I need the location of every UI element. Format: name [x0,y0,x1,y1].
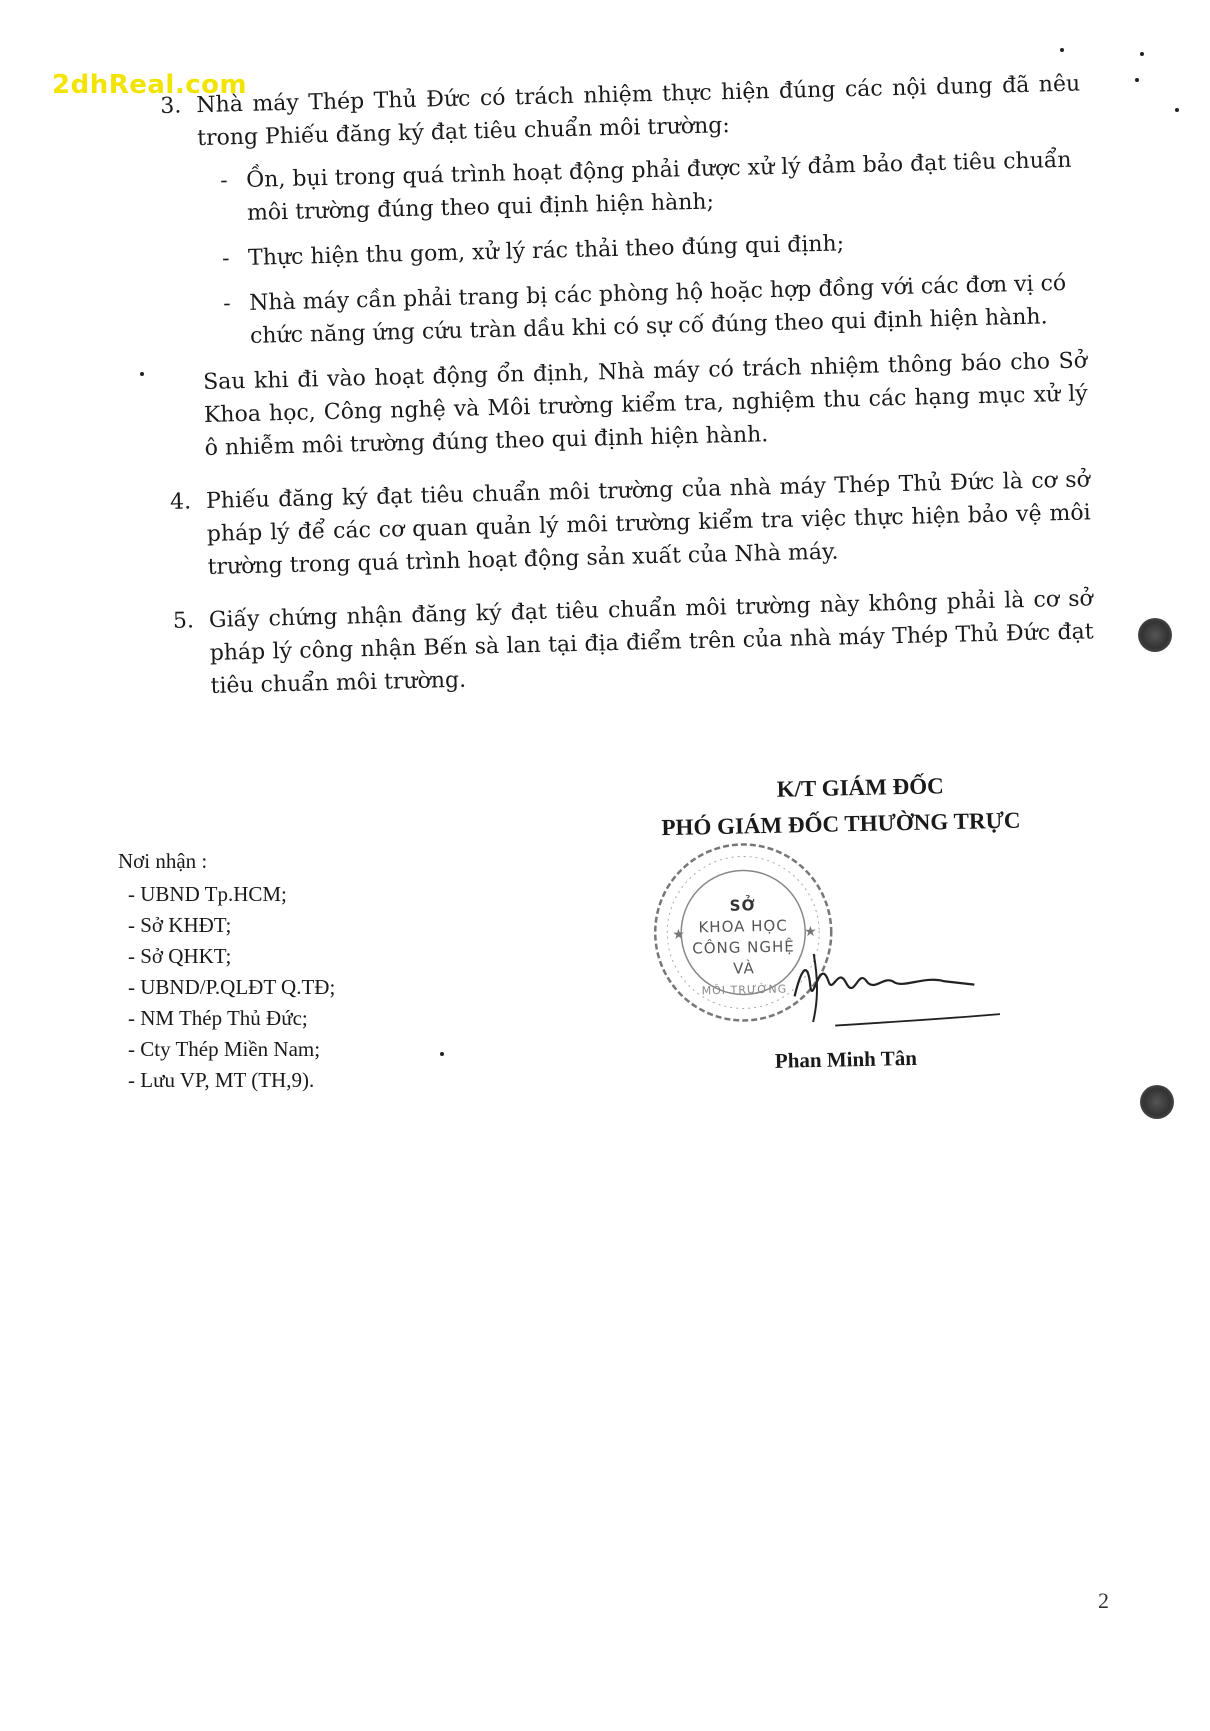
scan-blob [1140,1085,1174,1119]
item-text: Giấy chứng nhận đăng ký đạt tiêu chuẩn môi trường này không phải là cơ sở pháp lý công nhận Bến sà lan tại địa điểm trên của nhà máy Thép Thủ Đức đạt tiêu chuẩn môi trường. [208,586,1094,699]
scan-blob [1138,618,1172,652]
recipient-item: - Cty Thép Miền Nam; [128,1037,321,1061]
seal-line: MÔI TRƯỜNG [701,982,788,998]
recipient-item: - UBND Tp.HCM; [128,882,287,906]
recipient-item: - Sở QHKT; [128,944,232,968]
document-body [160,68,1095,724]
svg-text:★: ★ [672,927,685,943]
bullet-item: - Nhà máy cần phải trang bị các phòng hộ hoặc hợp đồng với các đơn vị có chức năng ứng cứu tràn dầu khi có sự cố đúng theo qui định hiện hành. [223,266,1086,353]
recipients-list [118,879,335,1096]
watermark: 2dhReal.com [52,70,248,100]
recipients-block [118,846,335,1096]
item-number: 3. [160,93,182,119]
item-5 [173,582,1095,703]
item-text: Nhà máy Thép Thủ Đức có trách nhiệm thực hiện đúng các nội dung đã nêu trong Phiếu đăng ký đạt tiêu chuẩn môi trường: [196,71,1081,152]
recipients-heading: Nơi nhận : [118,849,208,873]
scan-speck [440,1052,444,1056]
signature-title: K/T GIÁM ĐỐC [776,773,944,802]
seal-line: VÀ [732,959,755,978]
recipient-item: - Sở KHĐT; [128,913,232,937]
bullet-item: - Ồn, bụi trong quá trình hoạt động phải được xử lý đảm bảo đạt tiêu chuẩn môi trường đúng theo qui định hiện hành; [220,143,1083,230]
signer-name: Phan Minh Tân [774,1045,918,1073]
item-number: 4. [169,489,192,515]
scan-speck [1135,78,1139,82]
page-number: 2 [1098,1588,1109,1613]
bullet-list [198,143,1086,354]
signature-position: PHÓ GIÁM ĐỐC THƯỜNG TRỰC [661,807,1021,841]
scan-speck [1175,108,1179,112]
item-text: Phiếu đăng ký đạt tiêu chuẩn môi trường của nhà máy Thép Thủ Đức là cơ sở pháp lý để các cơ quan quản lý môi trường kiểm tra việc thực hiện bảo vệ môi trường trong quá trình hoạt động sản xuất của Nhà máy. [205,467,1091,580]
seal-line: SỞ [729,896,756,915]
scan-speck [1060,48,1064,52]
scan-speck [140,372,144,376]
signature-block [620,771,1061,1073]
recipient-item: - UBND/P.QLĐT Q.TĐ; [128,975,336,999]
svg-text:★: ★ [804,924,817,941]
recipient-item: - NM Thép Thủ Đức; [128,1006,308,1030]
recipient-item: - Lưu VP, MT (TH,9). [128,1068,315,1092]
item-number: 5. [172,608,195,634]
handwritten-signature-icon [773,922,1005,1037]
seal-line: KHOA HỌC [698,916,788,937]
item-4 [170,463,1092,584]
item-followup-text: Sau khi đi vào hoạt động ổn định, Nhà máy có trách nhiệm thông báo cho Sở Khoa học, Công nghệ và Môi trường kiểm tra, nghiệm thu các hạng mục xử lý ô nhiễm môi trường đúng theo qui định hiện hành. [202,348,1089,462]
bullet-item: - Thực hiện thu gom, xử lý rác thải theo đúng qui định; [222,221,1085,275]
seal-line: CÔNG NGHỆ [692,937,795,958]
item-3 [160,68,1089,466]
scan-speck [1140,52,1144,56]
